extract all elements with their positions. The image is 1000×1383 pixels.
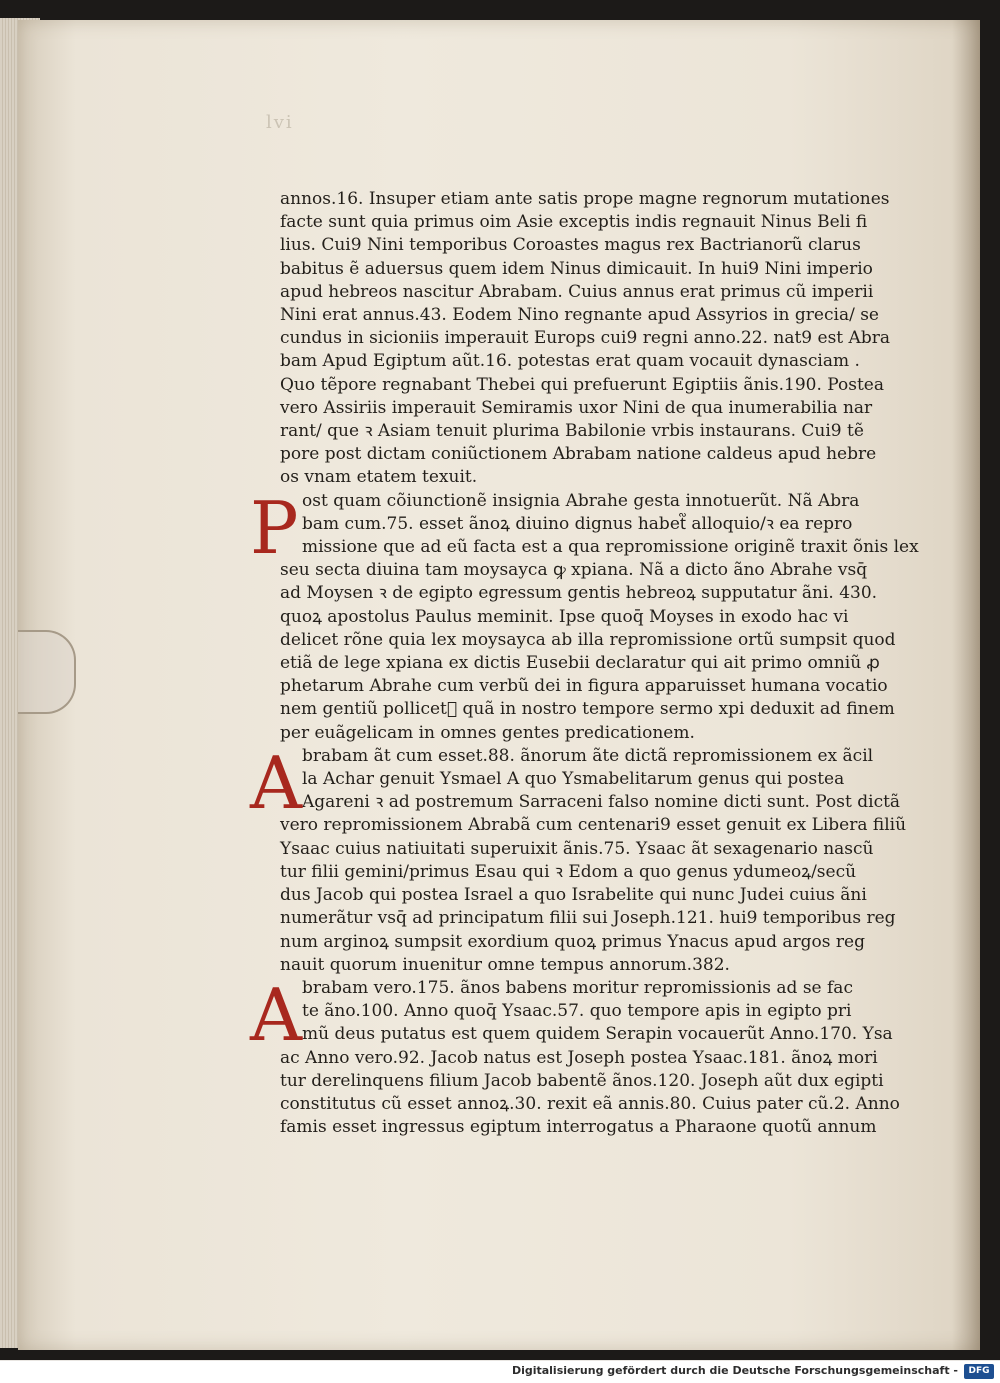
text-line: num arginoꝝ sumpsit exordium quoꝝ primus Ynacus apud argos reg [280,931,865,952]
text-line: pore post dictam coniũctionem Abrabam natione caldeus apud hebre [280,444,877,465]
paragraph-1 [280,188,890,490]
text-line: ac Anno vero.92. Jacob natus est Joseph postea Ysaac.181. ãnoꝝ mori [280,1047,878,1068]
text-line: rant/ que ꝛ Asiam tenuit plurima Babilonie vrbis instaurans. Cui9 tẽ [280,421,864,442]
text-block [250,188,919,1139]
text-line: famis esset ingressus egiptum interrogatus a Pharaone quotũ annum [280,1117,877,1138]
paragraph-1-lines [280,188,890,490]
dfg-logo: DFG [964,1364,994,1379]
text-line: vero repromissionem Abrabã cum centenari9 esset genuit ex Libera filiũ [280,815,907,836]
paragraph-4 [250,972,900,1139]
text-line: quoꝝ apostolus Paulus meminit. Ipse quoq̄ Moyses in exodo hac vi [280,606,849,627]
text-line: mũ deus putatus est quem quidem Serapin vocauerũt Anno.170. Ysa [302,1024,893,1045]
book-page [18,20,980,1350]
paragraph-3 [250,740,907,977]
text-line: apud hebreos nascitur Abrabam. Cuius annus erat primus cũ imperii [280,281,874,302]
text-line: Nini erat annus.43. Eodem Nino regnante apud Assyrios in grecia/ se [280,305,879,326]
text-line: facte sunt quia primus oim Asie exceptis indis regnauit Ninus Beli fi [280,212,868,233]
text-line: Agareni ꝛ ad postremum Sarraceni falso nomine dicti sunt. Post dictã [302,792,901,813]
text-line: te ãno.100. Anno quoq̄ Ysaac.57. quo tempore apis in egipto pri [302,1001,852,1022]
footer-bar [0,1361,1000,1383]
paragraph-3-lines [280,745,907,977]
text-line: seu secta diuina tam moysayca ꝙ xpiana. Nã a dicto ãno Abrahe vsq̄ [280,560,868,581]
text-line: bam cum.75. esset ãnoꝝ diuino dignus habet᷑ alloquio/ꝛ ea repro [302,513,853,534]
red-initial-a-2: A [250,972,302,1057]
text-line: per euãgelicam in omnes gentes predicationem. [280,722,695,743]
text-line: brabam ãt cum esset.88. ãnorum ãte dictã repromissionem ex ãcil [302,745,874,766]
text-line: os vnam etatem texuit. [280,467,478,488]
paragraph-2-lines [280,490,919,745]
text-line: missione que ad eũ facta est a qua repromissione originẽ traxit õnis lex [302,537,919,558]
text-line: tur derelinquens filium Jacob babentẽ ãnos.120. Joseph aũt dux egipti [280,1070,884,1091]
text-line: delicet rõne quia lex moysayca ab illa repromissione ortũ sumpsit quod [280,629,896,650]
text-line: annos.16. Insuper etiam ante satis prope magne regnorum mutationes [280,189,890,209]
bookmark-clip [18,630,76,714]
text-line: etiã de lege xpiana ex dictis Eusebii declaratur qui ait primo omniũ ꝓ [280,653,880,674]
text-line: ost quam cõiunctionẽ insignia Abrahe gesta innotuerũt. Nã Abra [302,490,860,511]
book-gutter [952,20,980,1350]
text-line: tur filii gemini/primus Esau qui ꝛ Edom a quo genus ydumeoꝝ/secũ [280,861,857,882]
text-line: numerãtur vsq̄ ad principatum filii sui Joseph.121. hui9 temporibus reg [280,908,896,929]
text-line: cundus in sicioniis imperauit Europs cui9 regni anno.22. nat9 est Abra [280,328,890,349]
text-line: babitus ẽ aduersus quem idem Ninus dimicauit. In hui9 Nini imperio [280,258,873,279]
text-line: nem gentiũ pollicet᷑ quã in nostro tempore sermo xpi deduxit ad finem [280,699,895,720]
text-line: Quo tẽpore regnabant Thebei qui prefuerunt Egiptiis ãnis.190. Postea [280,374,884,395]
red-initial-p: P [250,485,299,570]
text-line: bam Apud Egiptum aũt.16. potestas erat quam vocauit dynasciam . [280,351,860,372]
text-line: dus Jacob qui postea Israel a quo Israbelite qui nunc Judei cuius ãni [280,885,867,906]
dfg-credit: Digitalisierung gefördert durch die Deutsche Forschungsgemeinschaft - [511,1364,958,1377]
text-line: vero Assiriis imperauit Semiramis uxor Nini de qua inumerabilia nar [280,397,873,418]
text-line: Ysaac cuius natiuitati superuixit ãnis.75. Ysaac ãt sexagenario nascũ [280,838,874,859]
red-initial-a: A [250,740,302,825]
paragraph-2 [250,485,919,745]
text-line: constitutus cũ esset annoꝝ.30. rexit eã annis.80. Cuius pater cũ.2. Anno [280,1093,900,1114]
text-line: brabam vero.175. ãnos babens moritur repromissionis ad se fac [302,977,853,998]
text-line: nauit quorum inuenitur omne tempus annorum.382. [280,954,730,975]
text-line: lius. Cui9 Nini temporibus Coroastes magus rex Bactrianorũ clarus [280,235,861,256]
text-line: ad Moysen ꝛ de egipto egressum gentis hebreoꝝ supputatur ãni. 430. [280,583,878,604]
text-line: phetarum Abrahe cum verbũ dei in figura apparuisset humana vocatio [280,676,888,697]
folio-mark: lvi [266,112,294,133]
paragraph-4-lines [280,977,900,1139]
text-line: la Achar genuit Ysmael A quo Ysmabelitarum genus qui postea [302,769,845,790]
